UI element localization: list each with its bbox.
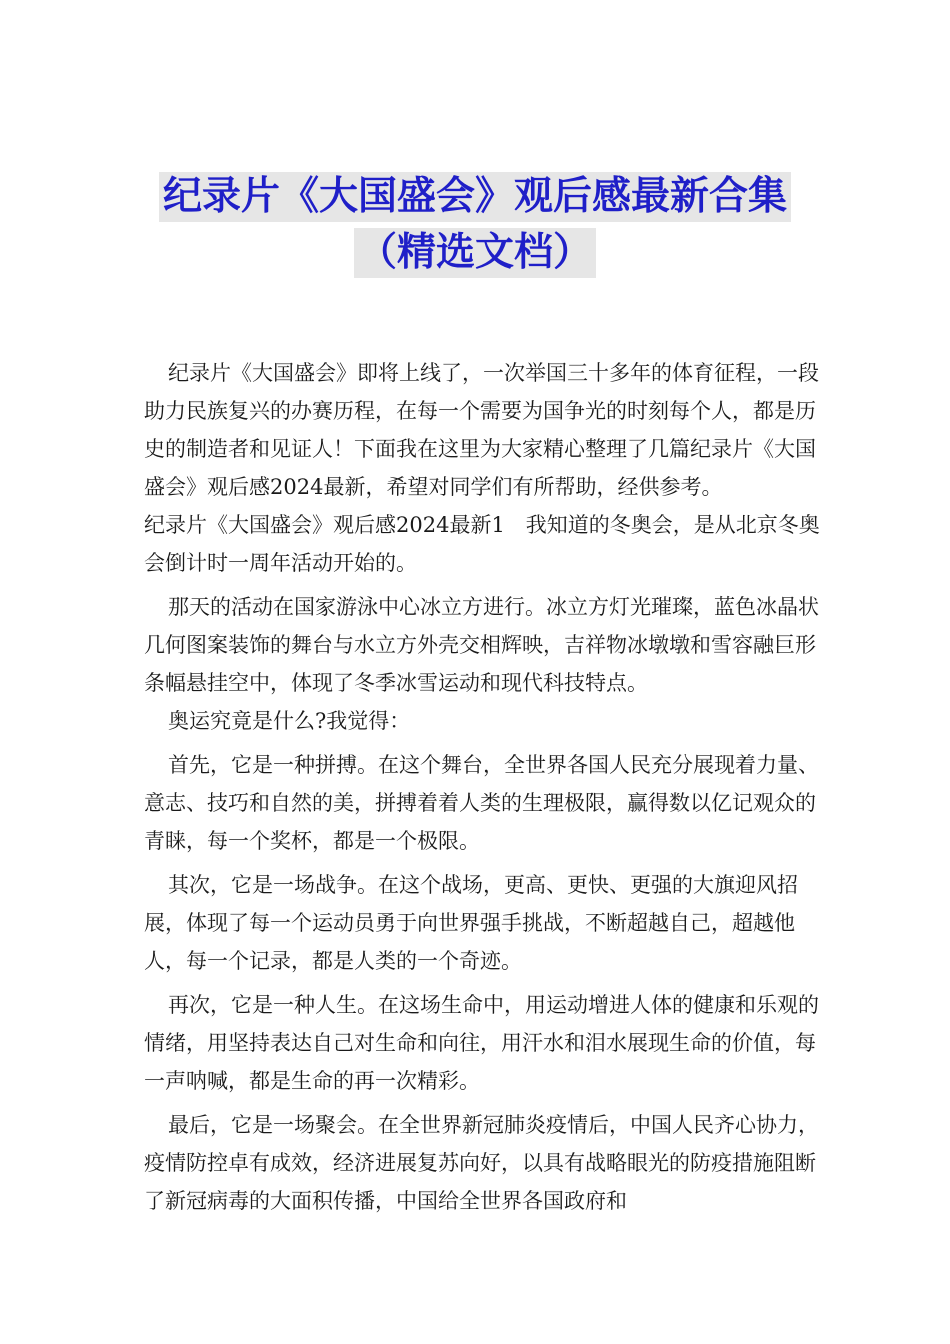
paragraph-fourth: 最后，它是一场聚会。在全世界新冠肺炎疫情后，中国人民齐心协力，疫情防控卓有成效，经济进展复苏向好，以具有战略眼光的防疫措施阻断了新冠病毒的大面积传播，中国给全世界各国政府和: [144, 1113, 819, 1213]
paragraph-intro: 纪录片《大国盛会》即将上线了，一次举国三十多年的体育征程，一段助力民族复兴的办赛历程，在每一个需要为国争光的时刻每个人，都是历史的制造者和见证人！下面我在这里为大家精心整理了几篇纪录片《大国盛会》观后感2024最新，希望对同学们有所帮助，经供参考。: [144, 361, 819, 499]
paragraph-first: 首先，它是一种拼搏。在这个舞台，全世界各国人民充分展现着力量、意志、技巧和自然的美，拼搏着着人类的生理极限，赢得数以亿记观众的青睐，每一个奖杯，都是一个极限。: [144, 753, 819, 853]
paragraph-section-heading: 纪录片《大国盛会》观后感2024最新1 我知道的冬奥会，是从北京冬奥会倒计时一周年活动开始的。: [144, 513, 820, 575]
document-title: [0, 172, 950, 284]
paragraph-third: 再次，它是一种人生。在这场生命中，用运动增进人体的健康和乐观的情绪，用坚持表达自己对生命和向往，用汗水和泪水展现生命的价值，每一声呐喊，都是生命的再一次精彩。: [144, 993, 819, 1093]
title-line-1: 纪录片《大国盛会》观后感最新合集: [159, 172, 791, 222]
document-body: [144, 354, 824, 1220]
paragraph-event: 那天的活动在国家游泳中心冰立方进行。冰立方灯光璀璨，蓝色冰晶状几何图案装饰的舞台与水立方外壳交相辉映，吉祥物冰墩墩和雪容融巨形条幅悬挂空中，体现了冬季冰雪运动和现代科技特点。: [144, 595, 819, 695]
paragraph-question: 奥运究竟是什么?我觉得：: [168, 709, 411, 733]
title-line-2: （精选文档）: [354, 228, 596, 278]
paragraph-second: 其次，它是一场战争。在这个战场，更高、更快、更强的大旗迎风招展，体现了每一个运动员勇于向世界强手挑战，不断超越自己，超越他人，每一个记录，都是人类的一个奇迹。: [144, 873, 798, 973]
